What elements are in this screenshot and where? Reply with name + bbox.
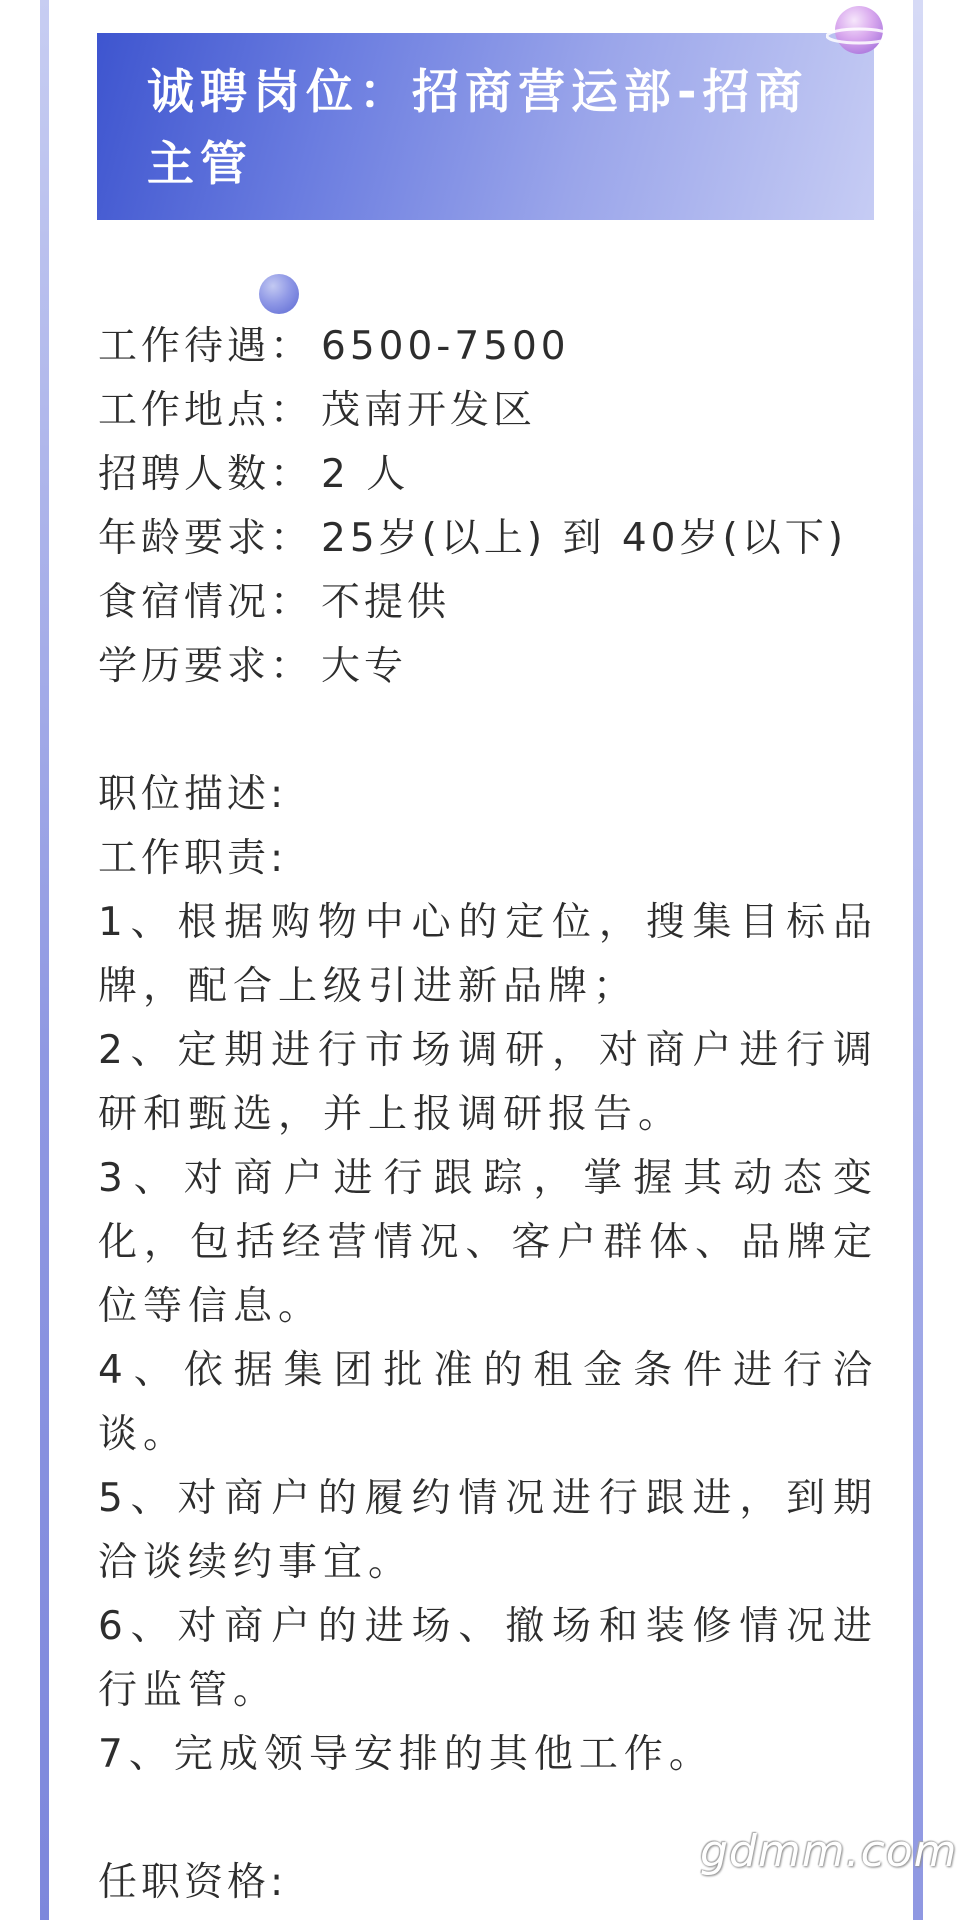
info-education <box>98 635 878 699</box>
description-heading: 职位描述: <box>98 772 288 817</box>
duty-item: 1、根据购物中心的定位，搜集目标品牌，配合上级引进新品牌； <box>98 900 878 1009</box>
info-value: 2 人 <box>321 452 410 497</box>
info-headcount <box>98 443 878 507</box>
watermark: gdmm.com <box>700 1826 958 1877</box>
info-value: 25岁(以上) 到 40岁(以下) <box>321 516 847 561</box>
qualifications-heading: 任职资格: <box>98 1860 288 1905</box>
info-value: 不提供 <box>321 580 451 625</box>
info-value: 6500-7500 <box>321 324 570 369</box>
info-label: 食宿情况： <box>98 580 314 625</box>
info-value: 大专 <box>321 644 408 689</box>
planet-decoration-icon <box>826 4 892 60</box>
info-salary <box>98 315 878 379</box>
duty-item: 3、对商户进行跟踪，掌握其动态变化，包括经营情况、客户群体、品牌定位等信息。 <box>98 1156 878 1329</box>
info-location <box>98 379 878 443</box>
job-title: 诚聘岗位：招商营运部-招商主管 <box>147 65 809 192</box>
duty-item: 6、对商户的进场、撤场和装修情况进行监管。 <box>98 1604 878 1713</box>
job-details <box>98 315 878 1915</box>
info-age <box>98 507 878 571</box>
info-label: 学历要求： <box>98 644 314 689</box>
info-label: 年龄要求： <box>98 516 314 561</box>
info-label: 工作待遇： <box>98 324 314 369</box>
title-banner <box>97 33 874 220</box>
left-frame-border <box>40 0 49 1920</box>
spacer <box>98 699 878 763</box>
duty-item: 5、对商户的履约情况进行跟进，到期洽谈续约事宜。 <box>98 1476 878 1585</box>
info-value: 茂南开发区 <box>321 388 537 433</box>
duty-item: 2、定期进行市场调研，对商户进行调研和甄选，并上报调研报告。 <box>98 1028 878 1137</box>
duty-item: 7、完成领导安排的其他工作。 <box>98 1732 714 1777</box>
duty-item: 4、依据集团批准的租金条件进行洽谈。 <box>98 1348 878 1457</box>
bullet-dot-decoration <box>259 274 299 314</box>
duties-heading: 工作职责: <box>98 836 288 881</box>
info-label: 工作地点： <box>98 388 314 433</box>
right-frame-border <box>913 0 923 1920</box>
info-accommodation <box>98 571 878 635</box>
info-label: 招聘人数： <box>98 452 314 497</box>
